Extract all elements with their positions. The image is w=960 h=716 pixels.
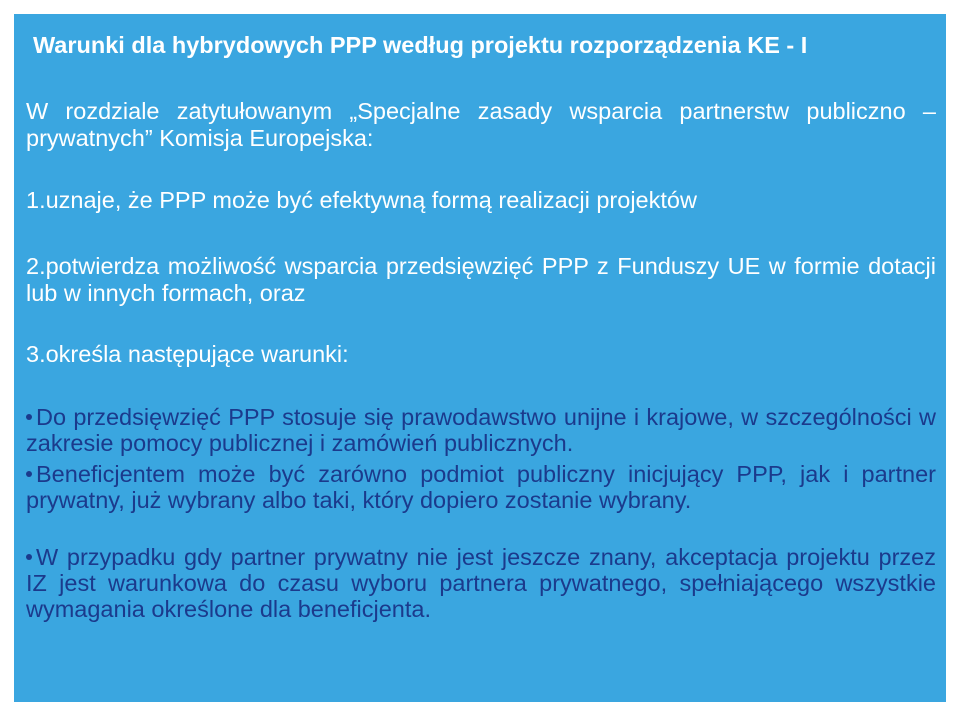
bullet-text-2: Beneficjentem może być zarówno podmiot publiczny inicjujący PPP, jak i partner prywatny, już wybrany albo taki, który dopiero zostanie wybrany. [26, 461, 936, 513]
bullet-dot-icon [26, 471, 32, 477]
bullet-item-3 [26, 544, 936, 622]
numbered-item-1: 1.uznaje, że PPP może być efektywną formą realizacji projektów [26, 187, 697, 213]
slide-title: Warunki dla hybrydowych PPP według projektu rozporządzenia KE - I [33, 32, 808, 58]
bullet-text-3: W przypadku gdy partner prywatny nie jest jeszcze znany, akceptacja projektu przez IZ jest warunkowa do czasu wyboru partnera prywatnego, spełniającego wszystkie wymagania określone dla beneficjenta. [26, 544, 936, 622]
numbered-item-2: 2.potwierdza możliwość wsparcia przedsięwzięć PPP z Funduszy UE w formie dotacji lub w innych formach, oraz [26, 253, 936, 306]
numbered-item-3: 3.określa następujące warunki: [26, 341, 349, 367]
bullet-item-2 [26, 461, 936, 513]
bullet-item-1 [26, 404, 936, 456]
bullet-dot-icon [26, 414, 32, 420]
bullet-dot-icon [26, 554, 32, 560]
bullet-text-1: Do przedsięwzięć PPP stosuje się prawodawstwo unijne i krajowe, w szczególności w zakresie pomocy publicznej i zamówień publicznych. [26, 404, 936, 456]
intro-paragraph: W rozdziale zatytułowanym „Specjalne zasady wsparcia partnerstw publiczno – prywatnych” Komisja Europejska: [26, 98, 936, 151]
